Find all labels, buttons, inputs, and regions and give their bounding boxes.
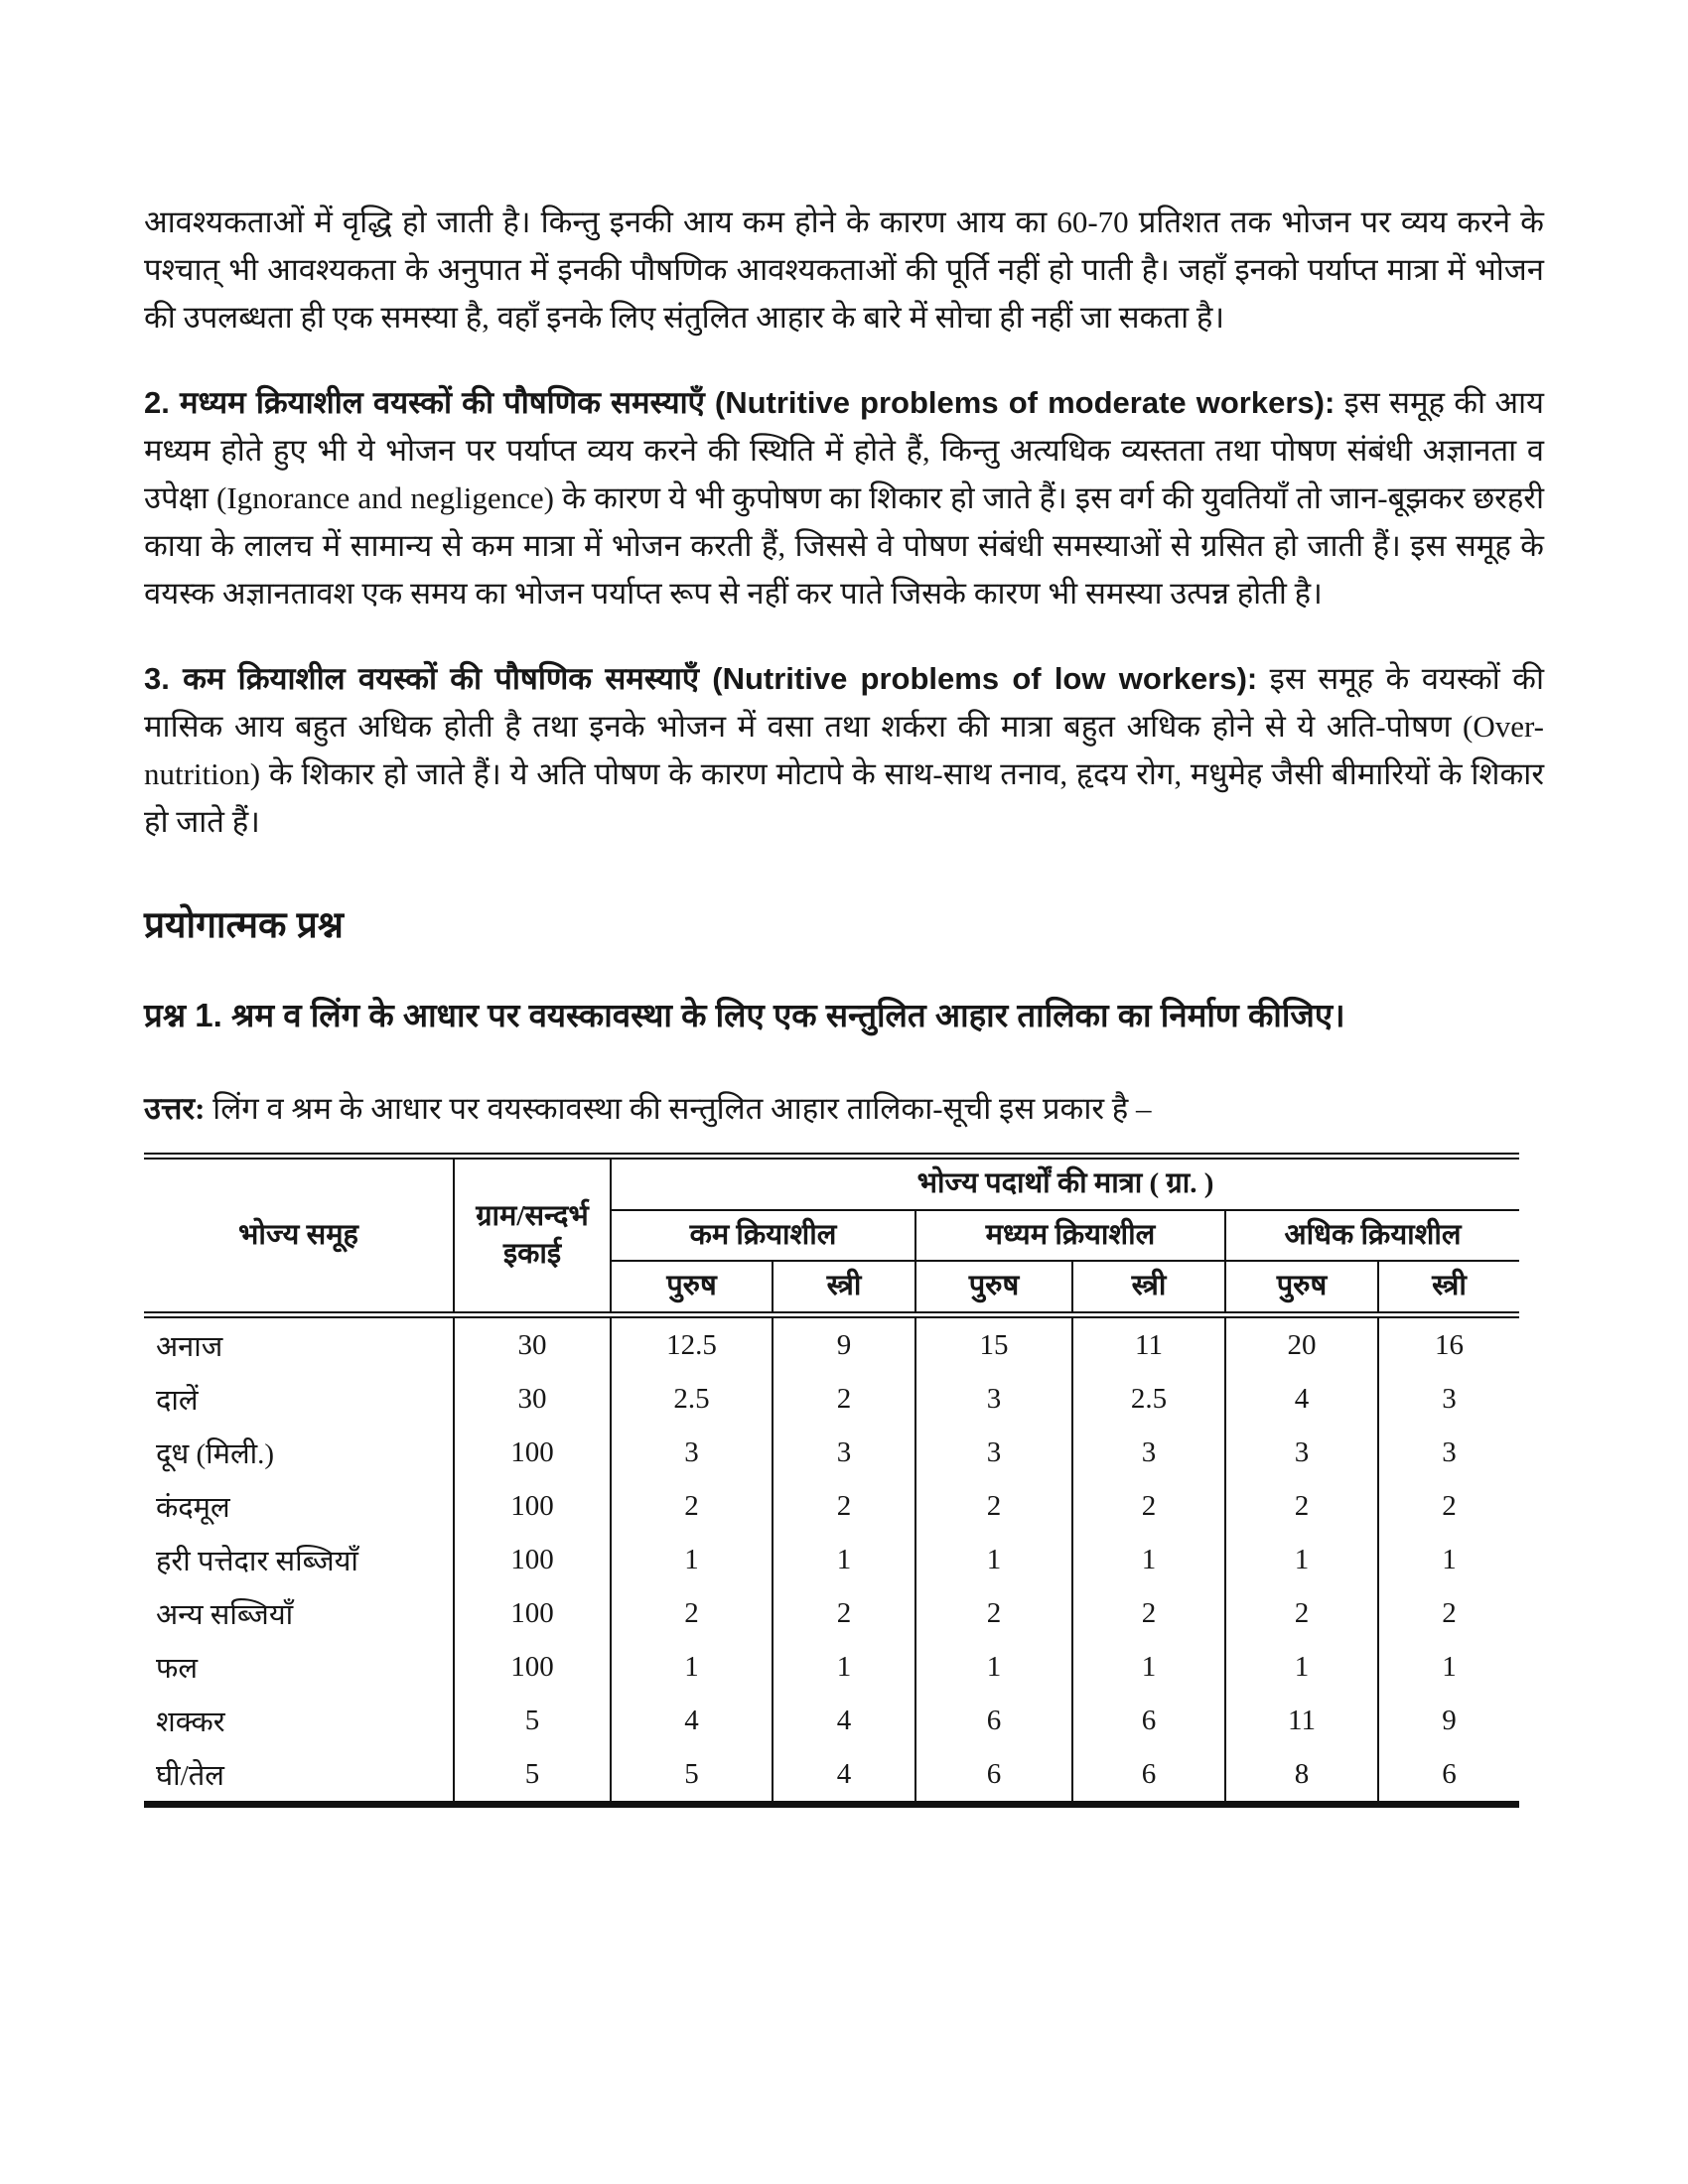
section-2-heading: 2. मध्यम क्रियाशील वयस्कों की पौषणिक समस्याएँ (Nutritive problems of moderate workers): <box>144 385 1336 420</box>
header-male: पुरुष <box>1225 1261 1378 1314</box>
section-3-body: इस समूह के वयस्कों की मासिक आय बहुत अधिक होती है तथा इनके भोजन में वसा तथा शर्करा की मात्रा बहुत अधिक होने से ये अति-पोषण (Over-nutrition) के शिकार हो जाते हैं। ये अति पोषण के कारण मोटापे के साथ-साथ तनाव, हृदय रोग, मधुमेह जैसी बीमारियों के शिकार हो जाते हैं। <box>144 661 1545 839</box>
table-row <box>144 1694 1519 1747</box>
unit-cell: 100 <box>454 1640 611 1694</box>
value-cell: 8 <box>1225 1747 1378 1805</box>
value-cell: 2 <box>1225 1586 1378 1640</box>
value-cell: 3 <box>915 1372 1072 1426</box>
value-cell: 5 <box>611 1747 773 1805</box>
value-cell: 1 <box>1442 1650 1457 1683</box>
value-cell: 2 <box>1442 1489 1457 1522</box>
value-cell: 3 <box>1442 1382 1457 1415</box>
table-row <box>144 1315 1519 1373</box>
food-group-cell: कंदमूल <box>144 1479 454 1533</box>
food-group-cell: फल <box>144 1640 454 1694</box>
value-cell: 2 <box>1072 1586 1225 1640</box>
value-cell: 1 <box>1072 1640 1225 1694</box>
value-cell: 3 <box>1225 1426 1378 1479</box>
value-cell: 4 <box>773 1747 915 1805</box>
unit-cell: 30 <box>454 1372 611 1426</box>
unit-cell: 100 <box>454 1479 611 1533</box>
table-row <box>144 1586 1519 1640</box>
header-group-moderate: मध्यम क्रियाशील <box>915 1210 1225 1262</box>
food-group-cell: अन्य सब्जियाँ <box>144 1586 454 1640</box>
food-group-cell: घी/तेल <box>144 1747 454 1805</box>
value-cell: 1 <box>773 1640 915 1694</box>
value-cell: 2 <box>611 1586 773 1640</box>
answer-line <box>144 1085 1544 1133</box>
value-cell: 2 <box>1225 1479 1378 1533</box>
header-group-low: कम क्रियाशील <box>611 1210 915 1262</box>
header-quantity-span: भोज्य पदार्थों की मात्रा ( ग्रा. ) <box>611 1157 1519 1210</box>
value-cell: 15 <box>915 1315 1072 1373</box>
unit-cell: 5 <box>454 1694 611 1747</box>
unit-cell: 100 <box>454 1426 611 1479</box>
food-group-cell: हरी पत्तेदार सब्जियाँ <box>144 1533 454 1586</box>
value-cell: 6 <box>1442 1757 1457 1790</box>
unit-cell: 100 <box>454 1533 611 1586</box>
value-cell: 1 <box>1442 1543 1457 1575</box>
value-cell: 9 <box>1442 1704 1457 1736</box>
table-row <box>144 1640 1519 1694</box>
value-cell: 3 <box>773 1426 915 1479</box>
value-cell: 6 <box>915 1694 1072 1747</box>
section-3-heading: 3. कम क्रियाशील वयस्कों की पौषणिक समस्याएँ (Nutritive problems of low workers): <box>144 661 1258 696</box>
header-unit: ग्राम/सन्दर्भ इकाई <box>454 1157 611 1315</box>
value-cell: 12.5 <box>611 1315 773 1373</box>
paragraph-section-2 <box>144 379 1544 617</box>
value-cell: 3 <box>915 1426 1072 1479</box>
header-male: पुरुष <box>611 1261 773 1314</box>
header-row-1 <box>144 1157 1519 1210</box>
value-cell: 2 <box>773 1586 915 1640</box>
value-cell: 11 <box>1072 1315 1225 1373</box>
answer-body: लिंग व श्रम के आधार पर वयस्कावस्था की सन्तुलित आहार तालिका-सूची इस प्रकार है – <box>212 1091 1152 1126</box>
food-group-cell: शक्कर <box>144 1694 454 1747</box>
value-cell: 4 <box>611 1694 773 1747</box>
header-female: स्त्री <box>773 1261 915 1314</box>
value-cell: 1 <box>1225 1533 1378 1586</box>
unit-cell: 100 <box>454 1586 611 1640</box>
value-cell: 1 <box>611 1533 773 1586</box>
table-row <box>144 1747 1519 1805</box>
value-cell: 11 <box>1225 1694 1378 1747</box>
value-cell: 1 <box>915 1640 1072 1694</box>
header-male: पुरुष <box>915 1261 1072 1314</box>
paragraph-intro: आवश्यकताओं में वृद्धि हो जाती है। किन्तु इनकी आय कम होने के कारण आय का 60-70 प्रतिशत तक भोजन पर व्यय करने के पश्चात् भी आवश्यकता के अनुपात में इनकी पौषणिक आवश्यकताओं की पूर्ति नहीं हो पाती है। जहाँ इनको पर्याप्त मात्रा में भोजन की उपलब्धता ही एक समस्या है, वहाँ इनके लिए संतुलित आहार के बारे में सोचा ही नहीं जा सकता है। <box>144 205 1544 335</box>
value-cell: 6 <box>1072 1747 1225 1805</box>
value-cell: 20 <box>1225 1315 1378 1373</box>
value-cell: 1 <box>1225 1640 1378 1694</box>
value-cell: 16 <box>1435 1328 1465 1361</box>
paragraph-section-3 <box>144 655 1544 846</box>
value-cell: 6 <box>1072 1694 1225 1747</box>
value-cell: 2.5 <box>611 1372 773 1426</box>
value-cell: 2 <box>773 1479 915 1533</box>
food-group-cell: दूध (मिली.) <box>144 1426 454 1479</box>
diet-table-body <box>144 1315 1519 1805</box>
value-cell: 3 <box>1442 1435 1457 1468</box>
header-female: स्त्री <box>1378 1261 1519 1314</box>
table-row <box>144 1479 1519 1533</box>
practical-questions-heading: प्रयोगात्मक प्रश्न <box>144 904 344 945</box>
balanced-diet-table <box>144 1153 1519 1808</box>
table-row <box>144 1426 1519 1479</box>
header-food-group: भोज्य समूह <box>144 1157 454 1315</box>
value-cell: 4 <box>773 1694 915 1747</box>
value-cell: 1 <box>1072 1533 1225 1586</box>
value-cell: 6 <box>915 1747 1072 1805</box>
value-cell: 2 <box>773 1372 915 1426</box>
value-cell: 4 <box>1225 1372 1378 1426</box>
value-cell: 1 <box>773 1533 915 1586</box>
unit-cell: 5 <box>454 1747 611 1805</box>
section-2-body: इस समूह की आय मध्यम होते हुए भी ये भोजन पर पर्याप्त व्यय करने की स्थिति में होते हैं, किन्तु अत्यधिक व्यस्तता तथा पोषण संबंधी अज्ञानता व उपेक्षा (Ignorance and negligence) के कारण ये भी कुपोषण का शिकार हो जाते हैं। इस वर्ग की युवतियाँ तो जान-बूझकर छरहरी काया के लालच में सामान्य से कम मात्रा में भोजन करती हैं, जिससे वे पोषण संबंधी समस्याओं से ग्रसित हो जाती हैं। इस समूह के वयस्क अज्ञानतावश एक समय का भोजन पर्याप्त रूप से नहीं कर पाते जिसके कारण भी समस्या उत्पन्न होती है। <box>144 385 1544 611</box>
header-female: स्त्री <box>1072 1261 1225 1314</box>
value-cell: 2 <box>915 1479 1072 1533</box>
value-cell: 1 <box>915 1533 1072 1586</box>
value-cell: 2 <box>915 1586 1072 1640</box>
food-group-cell: दालें <box>144 1372 454 1426</box>
value-cell: 3 <box>611 1426 773 1479</box>
value-cell: 2 <box>1442 1596 1457 1629</box>
value-cell: 3 <box>1072 1426 1225 1479</box>
header-group-high: अधिक क्रियाशील <box>1225 1210 1519 1262</box>
value-cell: 2 <box>611 1479 773 1533</box>
value-cell: 1 <box>611 1640 773 1694</box>
question-1: प्रश्न 1. श्रम व लिंग के आधार पर वयस्कावस्था के लिए एक सन्तुलित आहार तालिका का निर्माण कीजिए। <box>144 997 1345 1033</box>
table-row <box>144 1372 1519 1426</box>
unit-cell: 30 <box>454 1315 611 1373</box>
table-row <box>144 1533 1519 1586</box>
value-cell: 9 <box>773 1315 915 1373</box>
value-cell: 2 <box>1072 1479 1225 1533</box>
answer-label: उत्तर: <box>144 1091 206 1126</box>
value-cell: 2.5 <box>1072 1372 1225 1426</box>
food-group-cell: अनाज <box>144 1315 454 1373</box>
